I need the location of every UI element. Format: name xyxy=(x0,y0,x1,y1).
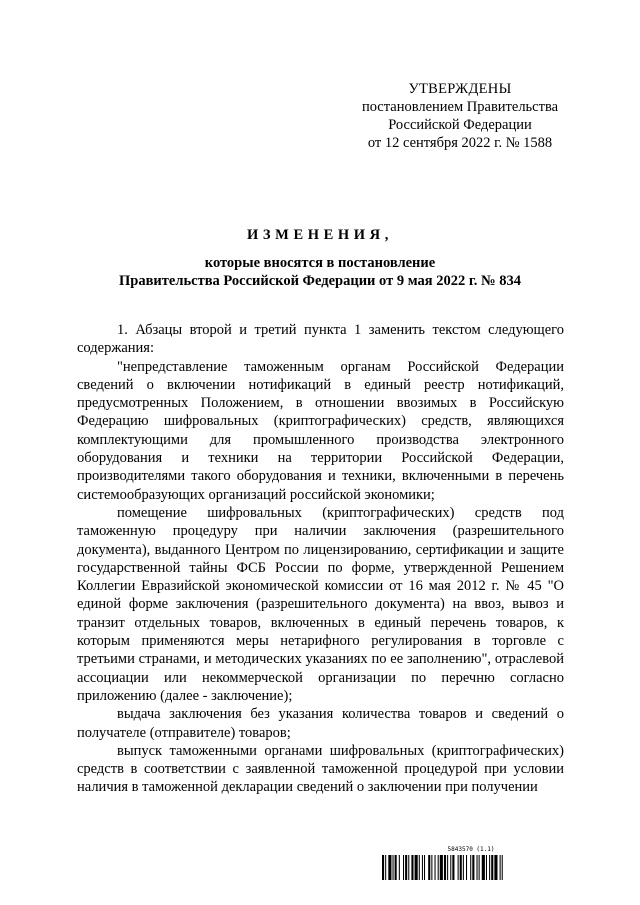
title-line-2: Правительства Российской Федерации от 9 мая 2022 г. № 834 xyxy=(119,273,521,289)
barcode-block xyxy=(382,846,560,882)
title-line-1: которые вносятся в постановление xyxy=(204,255,436,271)
paragraph: помещение шифровальных (криптографических) средств под таможенную процедуру при наличии заключения (разрешительного документа), выданного Центром по лицензированию, сертификации и защите государственной тайны ФСБ России по форме, утвержденной Решением Коллегии Евразийской экономической комиссии от 16 мая 2012 г. № 45 "О единой форме заключения (разрешительного документа) на ввоз, вывоз и транзит отдельных товаров, включенных в единый перечень товаров, к которым применяются меры нетарифного регулирования в торговле с третьими странами, и методических указаниях по ее заполнению", отраслевой ассоциации или некоммерческой организации по перечню согласно приложению (далее - заключение); xyxy=(77,504,564,704)
approval-heading: УТВЕРЖДЕНЫ xyxy=(408,81,512,97)
paragraph: выпуск таможенными органами шифровальных (криптографических) средств в соответствии с заявленной таможенной процедурой при условии наличия в таможенной декларации сведений о заключении при получении xyxy=(77,742,564,796)
approval-stamp xyxy=(340,80,580,152)
barcode-icon xyxy=(382,855,560,880)
paragraph: 1. Абзацы второй и третий пункта 1 заменить текстом следующего содержания: xyxy=(77,322,564,357)
paragraph: выдача заключения без указания количества товаров и сведений о получателе (отправителе) товаров; xyxy=(77,706,564,741)
document-body xyxy=(77,321,564,797)
approval-line-2: Российской Федерации xyxy=(388,117,532,133)
paragraph: "непредставление таможенным органам Российской Федерации сведений о включении нотификаций в единый реестр нотификаций, предусмотренных Положением, в отношении ввозимых в Российскую Федерацию шифровальных (криптографических) средств, являющихся комплектующими для промышленного производства электронного оборудования и техники на территории Российской Федерации, производителями такого оборудования и техники, включенными в перечень системообразующих организаций российской экономики; xyxy=(77,358,564,503)
document-title xyxy=(40,226,600,290)
approval-line-3: от 12 сентября 2022 г. № 1588 xyxy=(367,135,553,151)
approval-line-1: постановлением Правительства xyxy=(361,99,559,115)
barcode-label: 5843570 (1.1) xyxy=(447,846,495,853)
title-main: ИЗМЕНЕНИЯ, xyxy=(247,227,393,243)
